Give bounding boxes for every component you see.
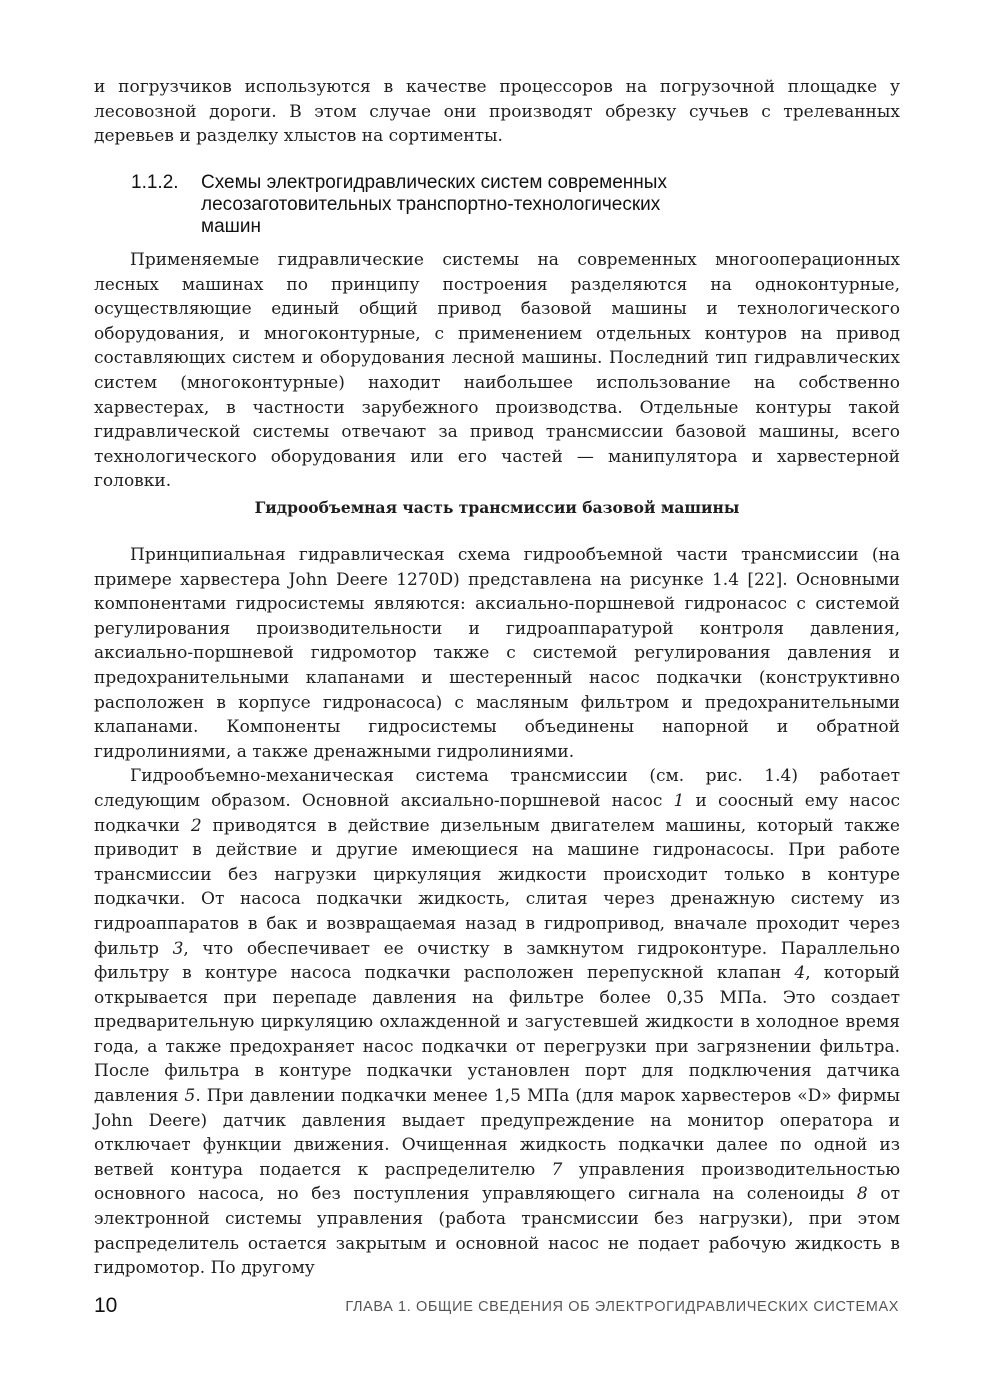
ref-number-5: 5 bbox=[184, 1086, 196, 1107]
ref-number-8: 8 bbox=[856, 1184, 868, 1205]
intro-block bbox=[94, 75, 900, 149]
paragraph-block-2 bbox=[94, 543, 900, 1281]
ref-number-7: 7 bbox=[551, 1159, 563, 1180]
intro-paragraph: и погрузчиков используются в качестве процессоров на погрузочной площадке у лесовозной дороги. В этом случае они производят обрезку сучьев с трелеванных деревьев и разделку хлыстов на сортименты. bbox=[94, 77, 900, 147]
subsection-heading: Гидрообъемная часть трансмиссии базовой машины bbox=[254, 498, 740, 517]
paragraph-1: Применяемые гидравлические системы на современных многооперационных лесных машинах по принципу построения разделяются на одноконтурные, осуществляющие единый общий привод базовой машины и технологического оборудования, и многоконтурные, с применением отдельных контуров на привод составляющих систем и оборудования лесной машины. Последний тип гидравлических систем (многоконтурные) находит наибольшее использование на собственно харвестерах, в частности зарубежного производства. Отдельные контуры такой гидравлической системы отвечают за привод трансмиссии базовой машины, всего технологического оборудования или его частей — манипулятора и харвестерной головки. bbox=[94, 250, 900, 492]
ref-number-3: 3 bbox=[172, 938, 184, 959]
p3-text-7: управления производительностью основного насоса, но без поступления управляющего сигнала на соленоиды bbox=[94, 1159, 900, 1205]
p3-text-6: . При давлении подкачки менее 1,5 МПа (для марок харвестеров «D» фирмы John Deere) датчик давления выдает предупреждение на монитор оператора и отключает функции движения. Очищенная жидкость подкачки далее по одной из ветвей контура подается к распределителю bbox=[94, 1086, 901, 1180]
p3-text-2: и соосный ему насос подкачки bbox=[94, 790, 900, 836]
paragraph-2: Принципиальная гидравлическая схема гидрообъемной части трансмиссии (на примере харвестера John Deere 1270D) представлена на рисунке 1.4 [22]. Основными компонентами гидросистемы являются: аксиально-поршневой гидронасос с системой регулирования производительности и гидроаппаратурой контроля давления, аксиально-поршневой гидромотор также с системой регулирования давления и предохранительными клапанами и шестеренный насос подкачки (конструктивно расположен в корпусе гидронасоса) с масляным фильтром и предохранительными клапанами. Компоненты гидросистемы объединены напорной и обратной гидролиниями, а также дренажными гидролиниями. bbox=[94, 545, 900, 762]
p3-text-3: приводятся в действие дизельным двигателем машины, который также приводит в действие и другие имеющиеся на машине гидронасосы. При работе трансмиссии без нагрузки циркуляция жидкости происходит только в контуре подкачки. От насоса подкачки жидкость, слитая через дренажную систему из гидроаппаратов в бак и возвращаемая назад в гидропривод, вначале проходит через фильтр bbox=[94, 815, 900, 959]
p3-text-8: от электронной системы управления (работа трансмиссии без нагрузки), при этом распределитель остается закрытым и основной насос не подает рабочую жидкость в гидромотор. По другому bbox=[94, 1184, 900, 1279]
p3-text-1: Гидрообъемно-механическая система трансмиссии (см. рис. 1.4) работает следующим образом. Основной аксиально-поршневой насос bbox=[94, 766, 900, 811]
running-footer-chapter: ГЛАВА 1. ОБЩИЕ СВЕДЕНИЯ ОБ ЭЛЕКТРОГИДРАВЛИЧЕСКИХ СИСТЕМАХ bbox=[345, 1299, 899, 1315]
page-number: 10 bbox=[94, 1294, 118, 1317]
ref-number-2: 2 bbox=[190, 815, 202, 836]
p3-text-4: , что обеспечивает ее очистку в замкнутом гидроконтуре. Параллельно фильтру в контуре насоса подкачки расположен перепускной клапан bbox=[94, 938, 900, 984]
paragraph-3 bbox=[94, 764, 900, 1280]
p3-text-5: , который открывается при перепаде давления на фильтре более 0,35 МПа. Это создает предварительную циркуляцию охлажденной и загустевшей жидкости в холодное время года, а также предохраняет насос подкачки от перегрузки при загрязнении фильтра. После фильтра в контуре подкачки установлен порт для подключения датчика давления bbox=[94, 963, 900, 1107]
section-title: Схемы электрогидравлических систем современных лесозаготовительных транспортно-технологических машин bbox=[201, 172, 667, 237]
ref-number-4: 4 bbox=[794, 963, 806, 984]
paragraph-block-1 bbox=[94, 248, 900, 494]
ref-number-1: 1 bbox=[673, 790, 685, 811]
section-number: 1.1.2. bbox=[131, 172, 179, 193]
